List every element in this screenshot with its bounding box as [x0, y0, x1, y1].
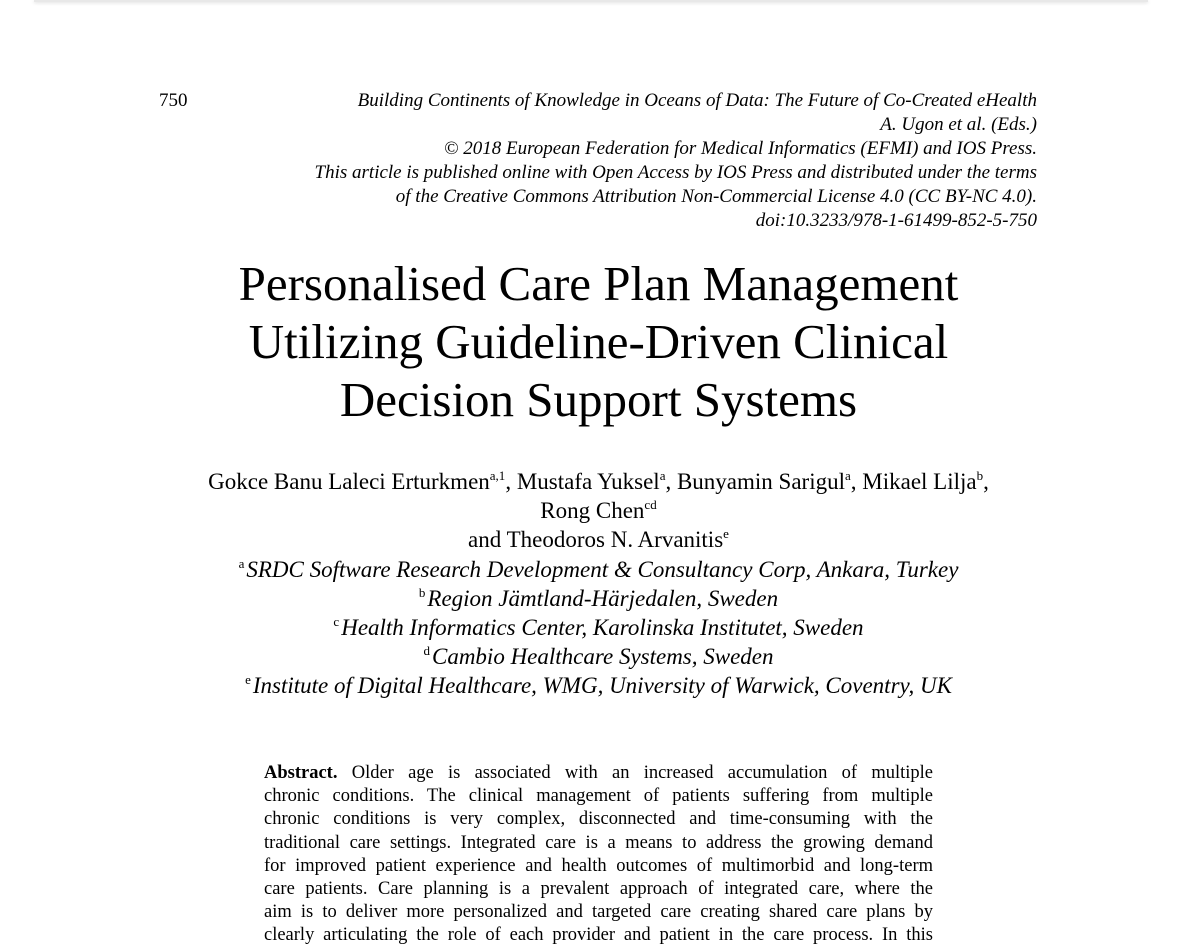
author-separator: , [983, 469, 989, 494]
author-name: , Bunyamin Sarigul [665, 469, 845, 494]
abstract-line: traditional care settings. Integrated care is a means to address the growing demand [264, 832, 933, 853]
author-name: Gokce Banu Laleci Erturkmen [208, 469, 490, 494]
affiliation-b [150, 584, 1047, 613]
author-affil-sup: a [659, 468, 666, 483]
author-affil-sup: e [723, 526, 729, 541]
header-license-1: This article is published online with Open Access by IOS Press and distributed under the terms [314, 162, 1037, 183]
affiliation-list [150, 555, 1047, 700]
affiliation-marker: c [333, 614, 340, 629]
author-name: Rong Chen [540, 498, 645, 523]
title-line-1: Personalised Care Plan Management [238, 256, 959, 311]
title-line-2: Utilizing Guideline-Driven Clinical [248, 314, 949, 369]
affiliation-text: Institute of Digital Healthcare, WMG, University of Warwick, Coventry, UK [252, 673, 952, 698]
affiliation-marker: b [418, 585, 426, 600]
author-affil-sup: cd [644, 497, 657, 512]
author-list [150, 467, 1047, 554]
author-affil-sup: a [845, 468, 851, 483]
abstract-line: aim is to deliver more personalized and targeted care creating shared care plans by [264, 902, 933, 923]
page-number: 750 [159, 90, 188, 111]
abstract-label: Abstract. [264, 763, 338, 783]
running-header [200, 89, 1037, 233]
paper-title [150, 255, 1047, 429]
affiliation-a [150, 555, 1047, 584]
page-top-edge [34, 0, 1148, 2]
affiliation-marker: d [423, 643, 430, 658]
header-doi: doi:10.3233/978-1-61499-852-5-750 [755, 210, 1037, 231]
header-book-title: Building Continents of Knowledge in Oceans of Data: The Future of Co-Created eHealth [357, 90, 1037, 111]
abstract [264, 762, 933, 948]
affiliation-d [150, 642, 1047, 671]
affiliation-text: SRDC Software Research Development & Consultancy Corp, Ankara, Turkey [246, 557, 959, 582]
affiliation-text: Cambio Healthcare Systems, Sweden [431, 644, 774, 669]
author-name: and Theodoros N. Arvanitis [468, 527, 724, 552]
author-name: , Mikael Lilja [850, 469, 977, 494]
author-line-1 [150, 467, 1047, 496]
header-license-2: of the Creative Commons Attribution Non-Commercial License 4.0 (CC BY-NC 4.0). [395, 186, 1037, 207]
author-line-2 [150, 496, 1047, 525]
title-line-3: Decision Support Systems [339, 372, 858, 427]
abstract-line [264, 762, 933, 785]
abstract-line: care patients. Care planning is a prevalent approach of integrated care, where the [264, 879, 933, 900]
affiliation-c [150, 613, 1047, 642]
abstract-first-line-text: Older age is associated with an increased accumulation of multiple [351, 763, 933, 783]
author-line-3 [150, 525, 1047, 554]
affiliation-text: Region Jämtland-Härjedalen, Sweden [427, 586, 779, 611]
header-copyright: © 2018 European Federation for Medical Informatics (EFMI) and IOS Press. [444, 138, 1037, 159]
header-editors: A. Ugon et al. (Eds.) [880, 114, 1037, 135]
affiliation-marker: a [238, 556, 245, 571]
author-affil-sup: a,1 [489, 468, 506, 483]
author-affil-sup: b [976, 468, 984, 483]
abstract-line: clearly articulating the role of each provider and patient in the care process. In this [264, 925, 933, 946]
affiliation-marker: e [245, 672, 251, 687]
abstract-line: chronic conditions. The clinical management of patients suffering from multiple [264, 786, 933, 807]
abstract-line: chronic conditions is very complex, disconnected and time-consuming with the [264, 809, 933, 830]
affiliation-text: Health Informatics Center, Karolinska Institutet, Sweden [341, 615, 864, 640]
affiliation-e [150, 671, 1047, 700]
author-name: , Mustafa Yuksel [505, 469, 660, 494]
abstract-line: for improved patient experience and health outcomes of multimorbid and long-term [264, 855, 933, 876]
